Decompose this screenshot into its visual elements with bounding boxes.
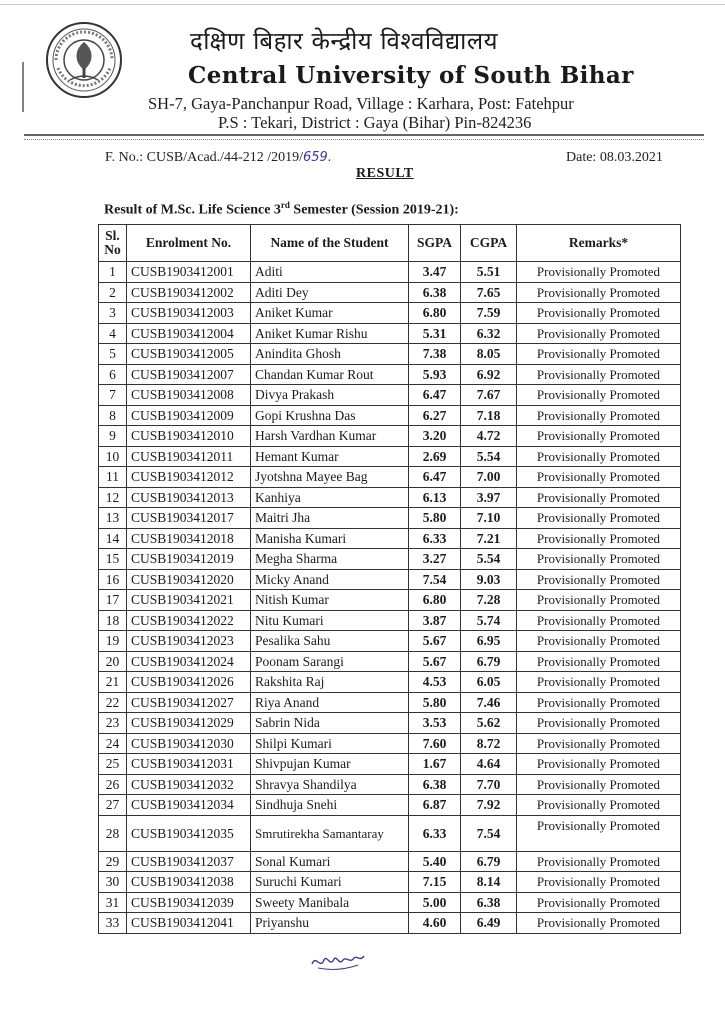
remarks-cell: Provisionally Promoted	[517, 344, 681, 365]
cgpa-cell: 6.49	[461, 913, 517, 934]
cgpa-cell: 6.95	[461, 631, 517, 652]
cgpa-cell: 3.97	[461, 487, 517, 508]
serial-number-cell: 16	[99, 569, 127, 590]
sgpa-cell: 6.33	[409, 528, 461, 549]
file-number	[105, 150, 332, 166]
remarks-cell: Provisionally Promoted	[517, 467, 681, 488]
header-sl-no: Sl. No	[99, 225, 127, 262]
cgpa-cell: 7.10	[461, 508, 517, 529]
remarks-cell: Provisionally Promoted	[517, 569, 681, 590]
student-name-cell: Hemant Kumar	[251, 446, 409, 467]
remarks-cell: Provisionally Promoted	[517, 692, 681, 713]
table-row	[99, 405, 681, 426]
cgpa-cell: 7.65	[461, 282, 517, 303]
cgpa-cell: 6.05	[461, 672, 517, 693]
cgpa-cell: 7.54	[461, 815, 517, 851]
student-name-cell: Sabrin Nida	[251, 713, 409, 734]
student-name-cell: Nitu Kumari	[251, 610, 409, 631]
sgpa-cell: 2.69	[409, 446, 461, 467]
sgpa-cell: 6.13	[409, 487, 461, 508]
cgpa-cell: 5.54	[461, 549, 517, 570]
table-row	[99, 672, 681, 693]
sgpa-cell: 1.67	[409, 754, 461, 775]
cgpa-cell: 7.46	[461, 692, 517, 713]
table-row	[99, 815, 681, 851]
table-header-row	[99, 225, 681, 262]
table-row	[99, 385, 681, 406]
enrolment-number-cell: CUSB1903412041	[127, 913, 251, 934]
enrolment-number-cell: CUSB1903412013	[127, 487, 251, 508]
table-row	[99, 446, 681, 467]
table-row	[99, 651, 681, 672]
student-name-cell: Sindhuja Snehi	[251, 795, 409, 816]
cgpa-cell: 5.74	[461, 610, 517, 631]
sgpa-cell: 5.40	[409, 851, 461, 872]
serial-number-cell: 17	[99, 590, 127, 611]
margin-pen-mark	[22, 62, 24, 112]
cgpa-cell: 6.79	[461, 651, 517, 672]
sgpa-cell: 3.20	[409, 426, 461, 447]
table-row	[99, 733, 681, 754]
remarks-cell: Provisionally Promoted	[517, 713, 681, 734]
university-name-english: Central University of South Bihar	[188, 62, 634, 89]
table-row	[99, 795, 681, 816]
table-row	[99, 713, 681, 734]
serial-number-cell: 19	[99, 631, 127, 652]
student-name-cell: Divya Prakash	[251, 385, 409, 406]
table-row	[99, 913, 681, 934]
table-row	[99, 754, 681, 775]
table-row	[99, 851, 681, 872]
sgpa-cell: 6.47	[409, 467, 461, 488]
enrolment-number-cell: CUSB1903412005	[127, 344, 251, 365]
cgpa-cell: 5.62	[461, 713, 517, 734]
sgpa-cell: 5.00	[409, 892, 461, 913]
enrolment-number-cell: CUSB1903412008	[127, 385, 251, 406]
student-name-cell: Maitri Jha	[251, 508, 409, 529]
remarks-cell: Provisionally Promoted	[517, 672, 681, 693]
enrolment-number-cell: CUSB1903412031	[127, 754, 251, 775]
serial-number-cell: 29	[99, 851, 127, 872]
sgpa-cell: 5.93	[409, 364, 461, 385]
remarks-cell: Provisionally Promoted	[517, 872, 681, 893]
header-sgpa: SGPA	[409, 225, 461, 262]
table-row	[99, 528, 681, 549]
remarks-cell: Provisionally Promoted	[517, 549, 681, 570]
sgpa-cell: 6.80	[409, 303, 461, 324]
sgpa-cell: 5.80	[409, 508, 461, 529]
student-name-cell: Sonal Kumari	[251, 851, 409, 872]
cgpa-cell: 8.14	[461, 872, 517, 893]
student-name-cell: Riya Anand	[251, 692, 409, 713]
serial-number-cell: 18	[99, 610, 127, 631]
student-name-cell: Shilpi Kumari	[251, 733, 409, 754]
file-number-handwritten: 659.	[303, 150, 332, 165]
serial-number-cell: 7	[99, 385, 127, 406]
student-name-cell: Megha Sharma	[251, 549, 409, 570]
sgpa-cell: 3.27	[409, 549, 461, 570]
table-row	[99, 344, 681, 365]
cgpa-cell: 6.38	[461, 892, 517, 913]
result-of-suffix: Semester (Session 2019-21):	[289, 202, 459, 218]
cgpa-cell: 5.51	[461, 262, 517, 283]
cgpa-cell: 7.21	[461, 528, 517, 549]
sgpa-cell: 4.53	[409, 672, 461, 693]
student-name-cell: Aditi	[251, 262, 409, 283]
enrolment-number-cell: CUSB1903412026	[127, 672, 251, 693]
sgpa-cell: 7.15	[409, 872, 461, 893]
university-seal-icon	[44, 20, 124, 100]
remarks-cell: Provisionally Promoted	[517, 795, 681, 816]
result-of-prefix: Result of M.Sc. Life Science 3	[104, 202, 281, 218]
enrolment-number-cell: CUSB1903412038	[127, 872, 251, 893]
student-name-cell: Gopi Krushna Das	[251, 405, 409, 426]
remarks-cell: Provisionally Promoted	[517, 446, 681, 467]
serial-number-cell: 8	[99, 405, 127, 426]
remarks-cell: Provisionally Promoted	[517, 590, 681, 611]
header-remarks: Remarks*	[517, 225, 681, 262]
remarks-cell: Provisionally Promoted	[517, 774, 681, 795]
student-name-cell: Shivpujan Kumar	[251, 754, 409, 775]
student-name-cell: Rakshita Raj	[251, 672, 409, 693]
sgpa-cell: 7.38	[409, 344, 461, 365]
sgpa-cell: 6.38	[409, 774, 461, 795]
university-name-hindi: दक्षिण बिहार केन्द्रीय विश्वविद्यालय	[190, 27, 499, 55]
serial-number-cell: 24	[99, 733, 127, 754]
serial-number-cell: 21	[99, 672, 127, 693]
sgpa-cell: 3.47	[409, 262, 461, 283]
enrolment-number-cell: CUSB1903412032	[127, 774, 251, 795]
table-row	[99, 892, 681, 913]
serial-number-cell: 22	[99, 692, 127, 713]
handwritten-signature-icon	[308, 950, 368, 974]
cgpa-cell: 4.72	[461, 426, 517, 447]
file-number-text: F. No.: CUSB/Acad./44-212 /2019/	[105, 150, 303, 165]
student-name-cell: Nitish Kumar	[251, 590, 409, 611]
sgpa-cell: 6.80	[409, 590, 461, 611]
table-row	[99, 467, 681, 488]
remarks-cell: Provisionally Promoted	[517, 815, 681, 851]
serial-number-cell: 3	[99, 303, 127, 324]
sgpa-cell: 5.67	[409, 631, 461, 652]
header-divider-dotted	[24, 139, 704, 140]
remarks-cell: Provisionally Promoted	[517, 405, 681, 426]
remarks-cell: Provisionally Promoted	[517, 385, 681, 406]
header-cgpa: CGPA	[461, 225, 517, 262]
header-enrolment: Enrolment No.	[127, 225, 251, 262]
serial-number-cell: 20	[99, 651, 127, 672]
enrolment-number-cell: CUSB1903412039	[127, 892, 251, 913]
enrolment-number-cell: CUSB1903412007	[127, 364, 251, 385]
student-name-cell: Pesalika Sahu	[251, 631, 409, 652]
result-table	[98, 224, 681, 934]
cgpa-cell: 7.00	[461, 467, 517, 488]
remarks-cell: Provisionally Promoted	[517, 487, 681, 508]
sgpa-cell: 6.38	[409, 282, 461, 303]
cgpa-cell: 8.72	[461, 733, 517, 754]
cgpa-cell: 6.79	[461, 851, 517, 872]
remarks-cell: Provisionally Promoted	[517, 913, 681, 934]
student-name-cell: Harsh Vardhan Kumar	[251, 426, 409, 447]
cgpa-cell: 8.05	[461, 344, 517, 365]
student-name-cell: Micky Anand	[251, 569, 409, 590]
student-name-cell: Aditi Dey	[251, 282, 409, 303]
serial-number-cell: 23	[99, 713, 127, 734]
enrolment-number-cell: CUSB1903412002	[127, 282, 251, 303]
enrolment-number-cell: CUSB1903412018	[127, 528, 251, 549]
enrolment-number-cell: CUSB1903412029	[127, 713, 251, 734]
student-name-cell: Aniket Kumar Rishu	[251, 323, 409, 344]
remarks-cell: Provisionally Promoted	[517, 262, 681, 283]
remarks-cell: Provisionally Promoted	[517, 303, 681, 324]
table-row	[99, 610, 681, 631]
enrolment-number-cell: CUSB1903412003	[127, 303, 251, 324]
table-row	[99, 549, 681, 570]
cgpa-cell: 7.18	[461, 405, 517, 426]
enrolment-number-cell: CUSB1903412034	[127, 795, 251, 816]
remarks-cell: Provisionally Promoted	[517, 651, 681, 672]
cgpa-cell: 9.03	[461, 569, 517, 590]
cgpa-cell: 7.70	[461, 774, 517, 795]
table-row	[99, 569, 681, 590]
enrolment-number-cell: CUSB1903412022	[127, 610, 251, 631]
enrolment-number-cell: CUSB1903412035	[127, 815, 251, 851]
cgpa-cell: 5.54	[461, 446, 517, 467]
cgpa-cell: 7.28	[461, 590, 517, 611]
table-row	[99, 692, 681, 713]
cgpa-cell: 7.67	[461, 385, 517, 406]
serial-number-cell: 33	[99, 913, 127, 934]
remarks-cell: Provisionally Promoted	[517, 851, 681, 872]
sgpa-cell: 3.87	[409, 610, 461, 631]
enrolment-number-cell: CUSB1903412009	[127, 405, 251, 426]
enrolment-number-cell: CUSB1903412021	[127, 590, 251, 611]
top-edge-line	[0, 4, 725, 5]
remarks-cell: Provisionally Promoted	[517, 733, 681, 754]
table-row	[99, 262, 681, 283]
enrolment-number-cell: CUSB1903412027	[127, 692, 251, 713]
sgpa-cell: 6.47	[409, 385, 461, 406]
serial-number-cell: 5	[99, 344, 127, 365]
table-row	[99, 426, 681, 447]
serial-number-cell: 6	[99, 364, 127, 385]
remarks-cell: Provisionally Promoted	[517, 610, 681, 631]
sgpa-cell: 7.54	[409, 569, 461, 590]
student-name-cell: Aniket Kumar	[251, 303, 409, 324]
student-name-cell: Smrutirekha Samantaray	[251, 815, 409, 851]
student-name-cell: Chandan Kumar Rout	[251, 364, 409, 385]
issue-date: Date: 08.03.2021	[566, 150, 663, 165]
serial-number-cell: 13	[99, 508, 127, 529]
serial-number-cell: 15	[99, 549, 127, 570]
serial-number-cell: 25	[99, 754, 127, 775]
enrolment-number-cell: CUSB1903412019	[127, 549, 251, 570]
sgpa-cell: 5.31	[409, 323, 461, 344]
remarks-cell: Provisionally Promoted	[517, 754, 681, 775]
serial-number-cell: 31	[99, 892, 127, 913]
address-line-2: P.S : Tekari, District : Gaya (Bihar) Pin-824236	[218, 113, 532, 132]
serial-number-cell: 1	[99, 262, 127, 283]
enrolment-number-cell: CUSB1903412010	[127, 426, 251, 447]
table-row	[99, 323, 681, 344]
serial-number-cell: 2	[99, 282, 127, 303]
table-row	[99, 774, 681, 795]
cgpa-cell: 7.59	[461, 303, 517, 324]
table-row	[99, 282, 681, 303]
student-name-cell: Poonam Sarangi	[251, 651, 409, 672]
remarks-cell: Provisionally Promoted	[517, 528, 681, 549]
serial-number-cell: 9	[99, 426, 127, 447]
student-name-cell: Sweety Manibala	[251, 892, 409, 913]
sgpa-cell: 6.87	[409, 795, 461, 816]
student-name-cell: Suruchi Kumari	[251, 872, 409, 893]
header-student-name: Name of the Student	[251, 225, 409, 262]
cgpa-cell: 6.32	[461, 323, 517, 344]
remarks-cell: Provisionally Promoted	[517, 892, 681, 913]
table-row	[99, 631, 681, 652]
student-name-cell: Kanhiya	[251, 487, 409, 508]
sgpa-cell: 5.80	[409, 692, 461, 713]
table-row	[99, 364, 681, 385]
table-row	[99, 508, 681, 529]
serial-number-cell: 4	[99, 323, 127, 344]
enrolment-number-cell: CUSB1903412023	[127, 631, 251, 652]
enrolment-number-cell: CUSB1903412011	[127, 446, 251, 467]
enrolment-number-cell: CUSB1903412020	[127, 569, 251, 590]
enrolment-number-cell: CUSB1903412037	[127, 851, 251, 872]
table-row	[99, 872, 681, 893]
result-description	[104, 200, 459, 219]
cgpa-cell: 7.92	[461, 795, 517, 816]
remarks-cell: Provisionally Promoted	[517, 282, 681, 303]
enrolment-number-cell: CUSB1903412012	[127, 467, 251, 488]
address-line-1: SH-7, Gaya-Panchanpur Road, Village : Karhara, Post: Fatehpur	[148, 94, 574, 113]
serial-number-cell: 26	[99, 774, 127, 795]
student-name-cell: Shravya Shandilya	[251, 774, 409, 795]
serial-number-cell: 14	[99, 528, 127, 549]
table-body	[99, 262, 681, 934]
enrolment-number-cell: CUSB1903412001	[127, 262, 251, 283]
sgpa-cell: 6.27	[409, 405, 461, 426]
sgpa-cell: 3.53	[409, 713, 461, 734]
enrolment-number-cell: CUSB1903412004	[127, 323, 251, 344]
sgpa-cell: 4.60	[409, 913, 461, 934]
enrolment-number-cell: CUSB1903412030	[127, 733, 251, 754]
serial-number-cell: 12	[99, 487, 127, 508]
serial-number-cell: 11	[99, 467, 127, 488]
result-of-superscript: rd	[280, 200, 290, 210]
remarks-cell: Provisionally Promoted	[517, 426, 681, 447]
table-row	[99, 487, 681, 508]
student-name-cell: Manisha Kumari	[251, 528, 409, 549]
student-name-cell: Anindita Ghosh	[251, 344, 409, 365]
remarks-cell: Provisionally Promoted	[517, 508, 681, 529]
serial-number-cell: 27	[99, 795, 127, 816]
serial-number-cell: 10	[99, 446, 127, 467]
sgpa-cell: 7.60	[409, 733, 461, 754]
remarks-cell: Provisionally Promoted	[517, 364, 681, 385]
table-row	[99, 303, 681, 324]
table-row	[99, 590, 681, 611]
remarks-cell: Provisionally Promoted	[517, 631, 681, 652]
sgpa-cell: 5.67	[409, 651, 461, 672]
enrolment-number-cell: CUSB1903412024	[127, 651, 251, 672]
header-divider	[24, 134, 704, 136]
enrolment-number-cell: CUSB1903412017	[127, 508, 251, 529]
serial-number-cell: 30	[99, 872, 127, 893]
cgpa-cell: 4.64	[461, 754, 517, 775]
result-heading: RESULT	[356, 166, 414, 181]
serial-number-cell: 28	[99, 815, 127, 851]
sgpa-cell: 6.33	[409, 815, 461, 851]
student-name-cell: Jyotshna Mayee Bag	[251, 467, 409, 488]
student-name-cell: Priyanshu	[251, 913, 409, 934]
cgpa-cell: 6.92	[461, 364, 517, 385]
remarks-cell: Provisionally Promoted	[517, 323, 681, 344]
